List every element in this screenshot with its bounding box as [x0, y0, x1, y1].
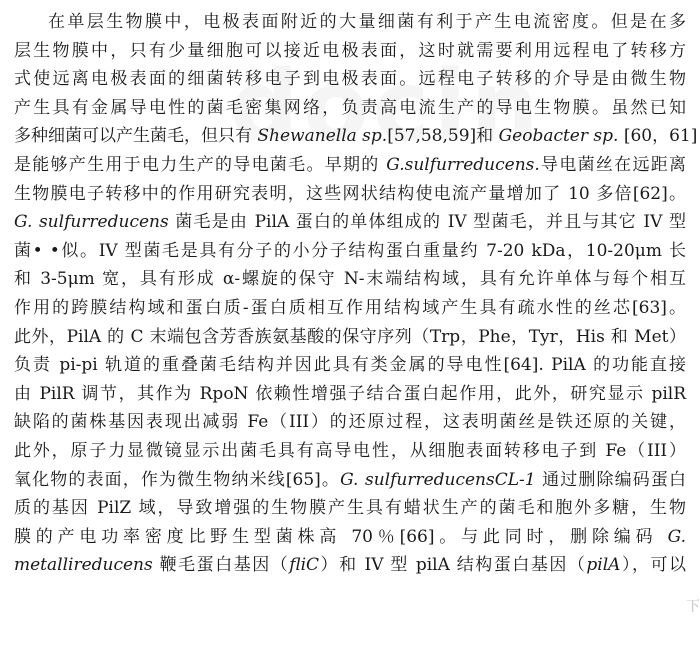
text-line — [14, 494, 686, 523]
text-line — [14, 551, 686, 580]
text-segment: 菌毛是由 PilA 蛋白的单体组成的 IV 型菌毛，并且与其它 IV 型 — [168, 212, 687, 233]
text-segment: ）和 IV 型 pilA 结构蛋白基因（ — [319, 555, 587, 576]
text-segment: 生物膜电子转移中的作用研究表明，这些网状结构使电流产量增加了 10 多倍[62]。 — [14, 183, 686, 204]
text-line — [14, 151, 686, 180]
text-segment: 菌• •似。IV 型菌毛是具有分子的小分子结构蛋白重量约 7-20 kDa，10-20μm 长 — [14, 240, 686, 261]
text-segment: 此外，原子力显微镜显示出菌毛具有高导电性，从细胞表面转移电子到 Fe（III） — [14, 440, 686, 461]
italic-text-segment: metallireducens — [14, 555, 153, 576]
text-line — [14, 408, 686, 437]
italic-text-segment: fliC — [289, 555, 320, 576]
text-line — [14, 237, 686, 266]
text-line — [14, 94, 686, 123]
text-line — [14, 523, 686, 552]
text-line — [14, 437, 686, 466]
text-line — [14, 37, 686, 66]
text-segment: 和 3-5μm 宽，具有形成 α-螺旋的保守 N-末端结构域，具有允许单体与每个相互 — [14, 269, 686, 290]
text-line — [14, 466, 686, 495]
text-segment: 多种细菌可以产生菌毛，但只有 — [14, 126, 258, 147]
text-line — [14, 65, 686, 94]
text-segment: 是能够产生用于电力生产的导电菌毛。早期的 — [14, 154, 387, 175]
text-segment: ），可以 — [620, 555, 687, 576]
text-segment: 此外，PilA 的 C 末端包含芳香族氨基酸的保守序列（Trp，Phe，Tyr，His 和 Met） — [14, 326, 686, 347]
text-segment: 负责 pi-pi 轨道的重叠菌毛结构并因此具有类金属的导电性[64]. PilA 的功能直接 — [14, 355, 686, 376]
text-segment: 缺陷的菌株基因表现出减弱 Fe（III）的还原过程，这表明菌丝是铁还原的关键， — [14, 412, 686, 433]
text-segment: 导电菌丝在远距离 — [539, 154, 687, 175]
text-line — [14, 265, 686, 294]
text-segment: 由 PilR 调节，其作为 RpoN 依赖性增强子结合蛋白起作用，此外，研究显示 pilR — [14, 383, 686, 404]
italic-text-segment: Geobacter sp. — [498, 126, 619, 147]
text-segment: [60，61] — [618, 126, 698, 147]
text-line — [14, 380, 686, 409]
text-segment: 质的基因 PilZ 域，导致增强的生物膜产生具有蜡状生产的菌毛和胞外多糖，生物 — [14, 498, 686, 519]
text-line — [14, 351, 686, 380]
text-line — [14, 323, 686, 352]
text-line — [14, 294, 686, 323]
text-line — [14, 8, 686, 37]
text-segment: 式使远离电极表面的细菌转移电子到电极表面。远程电子转移的介导是由微生物 — [14, 69, 686, 90]
text-segment: 作用的跨膜结构域和蛋白质-蛋白质相互作用结构域产生具有疏水性的丝芯[63]。 — [14, 297, 686, 318]
italic-text-segment: G.sulfurreducens. — [386, 154, 540, 175]
edge-character: 下 — [686, 599, 700, 615]
text-line — [14, 208, 686, 237]
italic-text-segment: G. sulfurreducens — [14, 212, 169, 233]
text-segment: 产生具有金属导电性的菌毛密集网络，负责高电流生产的导电生物膜。虽然已知 — [14, 97, 686, 118]
text-segment: 膜的产电功率密度比野生型菌株高 70％[66]。与此同时，删除编码 — [14, 526, 668, 547]
document-page — [14, 8, 698, 580]
italic-text-segment: G. — [667, 526, 686, 547]
text-segment: 氧化物的表面，作为微生物纳米线[65]。 — [14, 469, 341, 490]
italic-text-segment: G. sulfurreducensCL-1 — [340, 469, 536, 490]
text-line — [14, 122, 698, 151]
text-segment: 在单层生物膜中，电极表面附近的大量细菌有利于产生电流密度。但是在多 — [48, 12, 686, 32]
text-segment: 通过删除编码蛋白 — [535, 469, 686, 490]
text-segment: 层生物膜中，只有少量细胞可以接近电极表面，这时就需要利用远程电了转移方 — [14, 40, 686, 61]
italic-text-segment: pilA — [586, 555, 621, 576]
text-segment: [57,58,59]和 — [387, 126, 499, 147]
text-line — [14, 180, 686, 209]
italic-text-segment: Shewanella sp. — [257, 126, 388, 147]
text-segment: 鞭毛蛋白基因（ — [152, 555, 290, 576]
